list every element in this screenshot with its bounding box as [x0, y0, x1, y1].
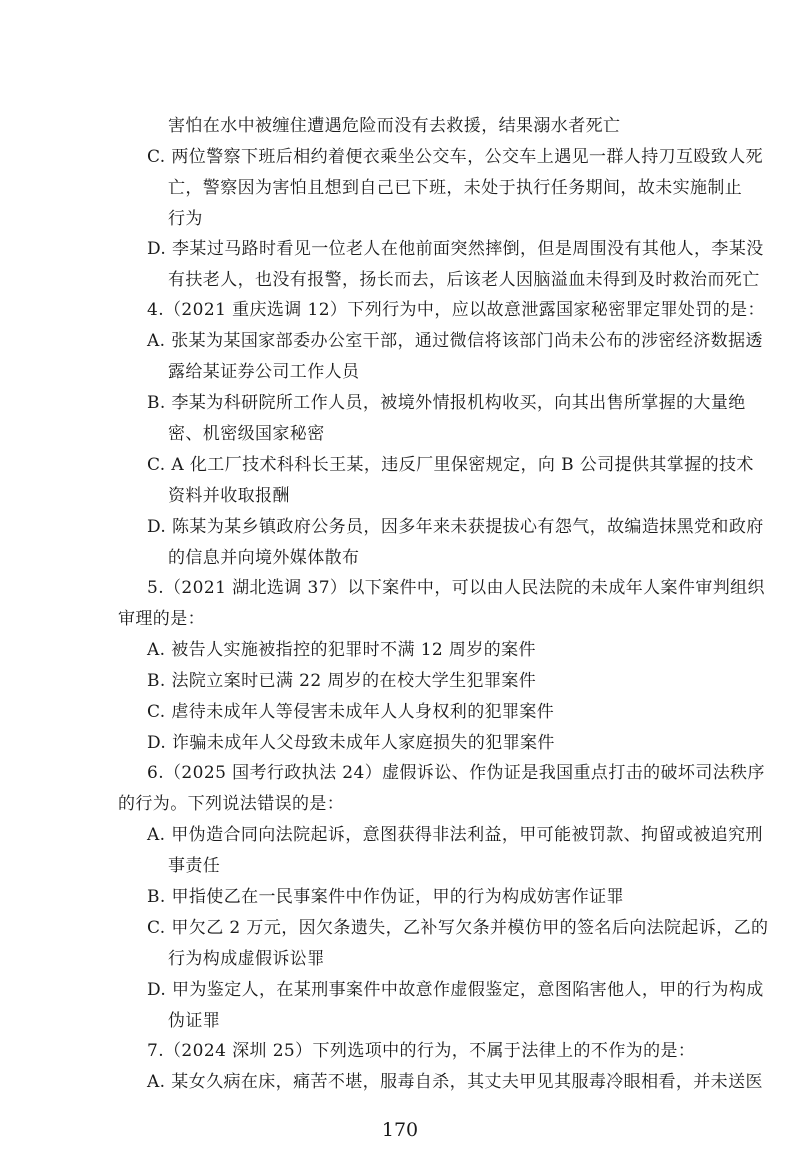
- option-d-line: D. 甲为鉴定人，在某刑事案件中故意作虚假鉴定，意图陷害他人，甲的行为构成: [147, 980, 764, 1000]
- option-d-line: D. 李某过马路时看见一位老人在他前面突然摔倒，但是周围没有其他人，李某没: [147, 239, 764, 259]
- text-line: 的信息并向境外媒体散布: [168, 548, 360, 568]
- option-d-line: D. 陈某为某乡镇政府公务员，因多年来未获提拔心有怨气，故编造抹黑党和政府: [147, 517, 764, 537]
- text-line: 亡，警察因为害怕且想到自己已下班，未处于执行任务期间，故未实施制止: [168, 178, 743, 198]
- option-a-line: A. 张某为某国家部委办公室干部，通过微信将该部门尚未公布的涉密经济数据透: [147, 331, 763, 351]
- text-line: 伪证罪: [168, 1011, 221, 1031]
- option-a-line: A. 某女久病在床，痛苦不堪，服毒自杀，其丈夫甲见其服毒冷眼相看，并未送医: [147, 1072, 763, 1092]
- text-line: 审理的是：: [118, 609, 205, 629]
- text-line: 露给某证券公司工作人员: [168, 362, 360, 382]
- option-a-line: A. 被告人实施被指控的犯罪时不满 12 周岁的案件: [147, 640, 536, 660]
- text-line: 的行为。下列说法错误的是：: [118, 794, 345, 814]
- option-b-line: B. 甲指使乙在一民事案件中作伪证，甲的行为构成妨害作证罪: [147, 887, 624, 907]
- text-line: 行为: [168, 209, 203, 229]
- question-7: 7.（2024 深圳 25）下列选项中的行为，不属于法律上的不作为的是：: [147, 1041, 696, 1061]
- text-line: 行为构成虚假诉讼罪: [168, 949, 325, 969]
- option-c-line: C. 虐待未成年人等侵害未成年人人身权利的犯罪案件: [147, 702, 555, 722]
- text-line: 密、机密级国家秘密: [168, 424, 325, 444]
- question-6: 6.（2025 国考行政执法 24）虚假诉讼、作伪证是我国重点打击的破坏司法秩序: [147, 763, 765, 783]
- option-c-line: C. A 化工厂技术科科长王某，违反厂里保密规定，向 B 公司提供其掌握的技术: [147, 455, 754, 475]
- option-c-line: C. 两位警察下班后相约着便衣乘坐公交车，公交车上遇见一群人持刀互殴致人死: [147, 147, 764, 167]
- page-number: 170: [381, 1119, 419, 1141]
- text-line: 事责任: [168, 856, 221, 876]
- question-4: 4.（2021 重庆选调 12）下列行为中，应以故意泄露国家秘密罪定罪处罚的是：: [147, 300, 765, 320]
- option-b-line: B. 李某为科研院所工作人员，被境外情报机构收买，向其出售所掌握的大量绝: [147, 393, 746, 413]
- text-line: 有扶老人，也没有报警，扬长而去，后该老人因脑溢血未得到及时救治而死亡: [168, 270, 760, 290]
- question-5: 5.（2021 湖北选调 37）以下案件中，可以由人民法院的未成年人案件审判组织: [147, 578, 765, 598]
- option-b-line: B. 法院立案时已满 22 周岁的在校大学生犯罪案件: [147, 671, 537, 691]
- option-c-line: C. 甲欠乙 2 万元，因欠条遗失，乙补写欠条并模仿甲的签名后向法院起诉，乙的: [147, 918, 769, 938]
- text-line: 资料并收取报酬: [168, 486, 290, 506]
- text-line: 害怕在水中被缠住遭遇危险而没有去救援，结果溺水者死亡: [168, 116, 621, 136]
- option-a-line: A. 甲伪造合同向法院起诉，意图获得非法利益，甲可能被罚款、拘留或被追究刑: [147, 825, 763, 845]
- option-d-line: D. 诈骗未成年人父母致未成年人家庭损失的犯罪案件: [147, 733, 555, 753]
